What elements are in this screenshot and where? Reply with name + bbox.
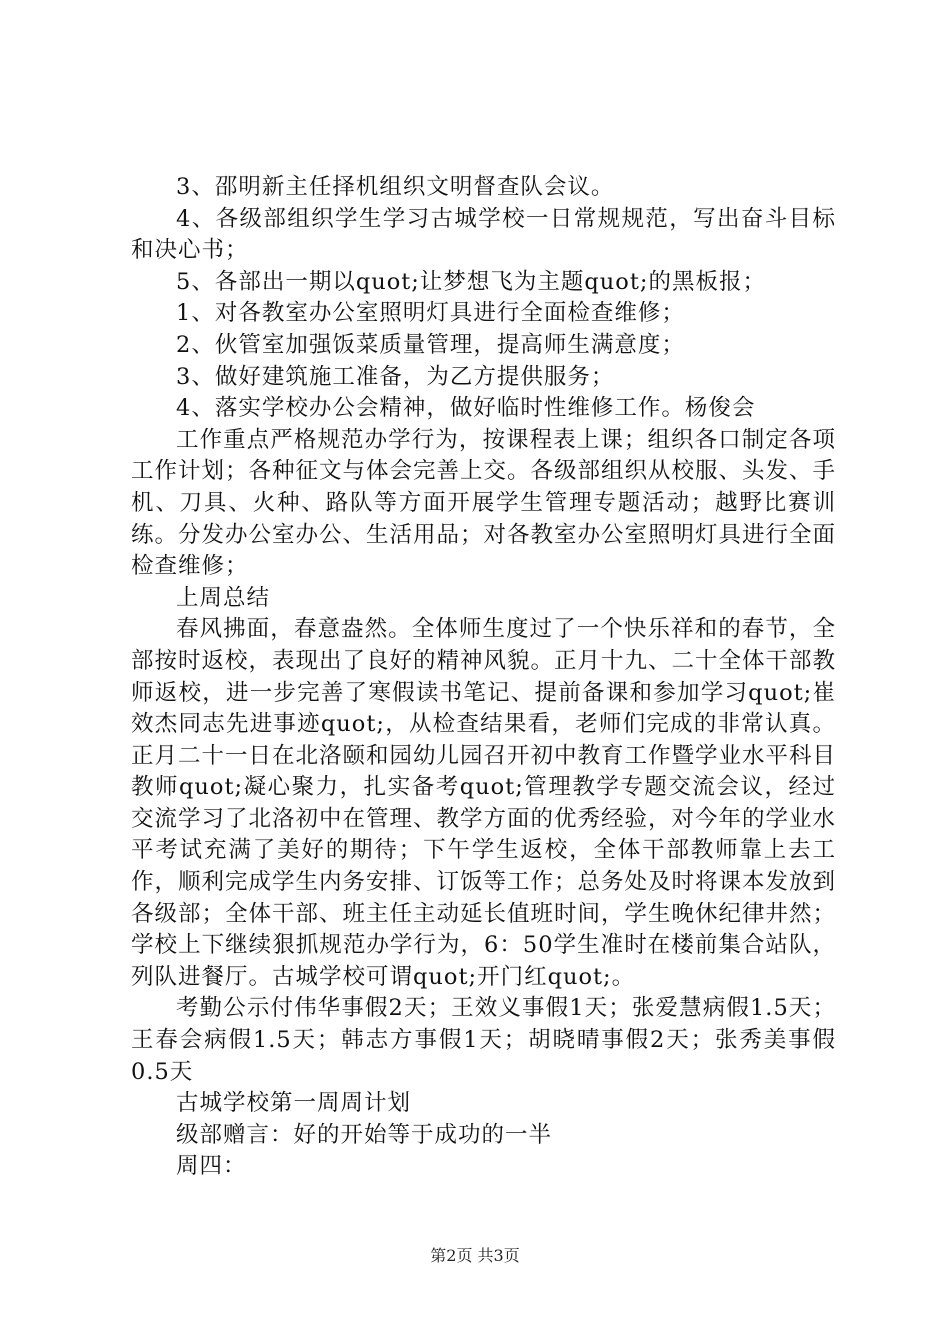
page-footer: 第2页 共3页 [430, 1246, 520, 1265]
weekday-label: 周四： [176, 1153, 247, 1180]
summary-paragraph: 春风拂面，春意盎然。全体师生度过了一个快乐祥和的春节，全部按时返校，表现出了良好的精神风貌。正月十九、二十全体干部教师返校，进一步完善了寒假读书笔记、提前备课和参加学习quot;崔效杰同志先进事迹quot;，从检查结果看，老师们完成的非常认真。正月二十一日在北洛颐和园幼儿园召开初中教育工作暨学业水平科目教师quot;凝心聚力，扎实备考quot;管理教学专题交流会议，经过交流学习了北洛初中在管理、教学方面的优秀经验，对今年的学业水平考试充满了美好的期待；下午学生返校，全体干部教师靠上去工作，顺利完成学生内务安排、订饭等工作；总务处及时将课本发放到各级部；全体干部、班主任主动延长值班时间，学生晚休纪律井然；学校上下继续狠抓规范办学行为，6：50学生准时在楼前集合站队，列队进餐厅。古城学校可谓quot;开门红quot;。 [131, 616, 837, 990]
paragraph: 1、对各教室办公室照明灯具进行全面检查维修； [176, 300, 685, 327]
document-body [131, 172, 836, 1183]
section-heading: 上周总结 [176, 584, 271, 611]
paragraph: 4、各级部组织学生学习古城学校一日常规规范，写出奋斗目标和决心书； [131, 205, 836, 264]
paragraph: 2、伙管室加强饭菜质量管理，提高师生满意度； [176, 331, 685, 358]
paragraph: 5、各部出一期以quot;让梦想飞为主题quot;的黑板报； [176, 268, 766, 295]
paragraph: 3、做好建筑施工准备，为乙方提供服务； [176, 363, 615, 390]
paragraph: 3、邵明新主任择机组织文明督查队会议。 [176, 174, 615, 200]
motto-line: 级部赠言：好的开始等于成功的一半 [176, 1121, 553, 1148]
attendance-paragraph: 考勤公示付伟华事假2天；王效义事假1天；张爱慧病假1.5天；王春会病假1.5天；韩志方事假1天；胡晓晴事假2天；张秀美事假0.5天 [131, 995, 836, 1085]
work-focus-paragraph: 工作重点严格规范办学行为，按课程表上课；组织各口制定各项工作计划；各种征文与体会完善上交。各级部组织从校服、头发、手机、刀具、火种、路队等方面开展学生管理专题活动；越野比赛训练。分发办公室办公、生活用品；对各教室办公室照明灯具进行全面检查维修； [131, 426, 837, 580]
plan-heading: 古城学校第一周周计划 [176, 1090, 412, 1117]
paragraph: 4、落实学校办公会精神，做好临时性维修工作。杨俊会 [176, 395, 756, 422]
